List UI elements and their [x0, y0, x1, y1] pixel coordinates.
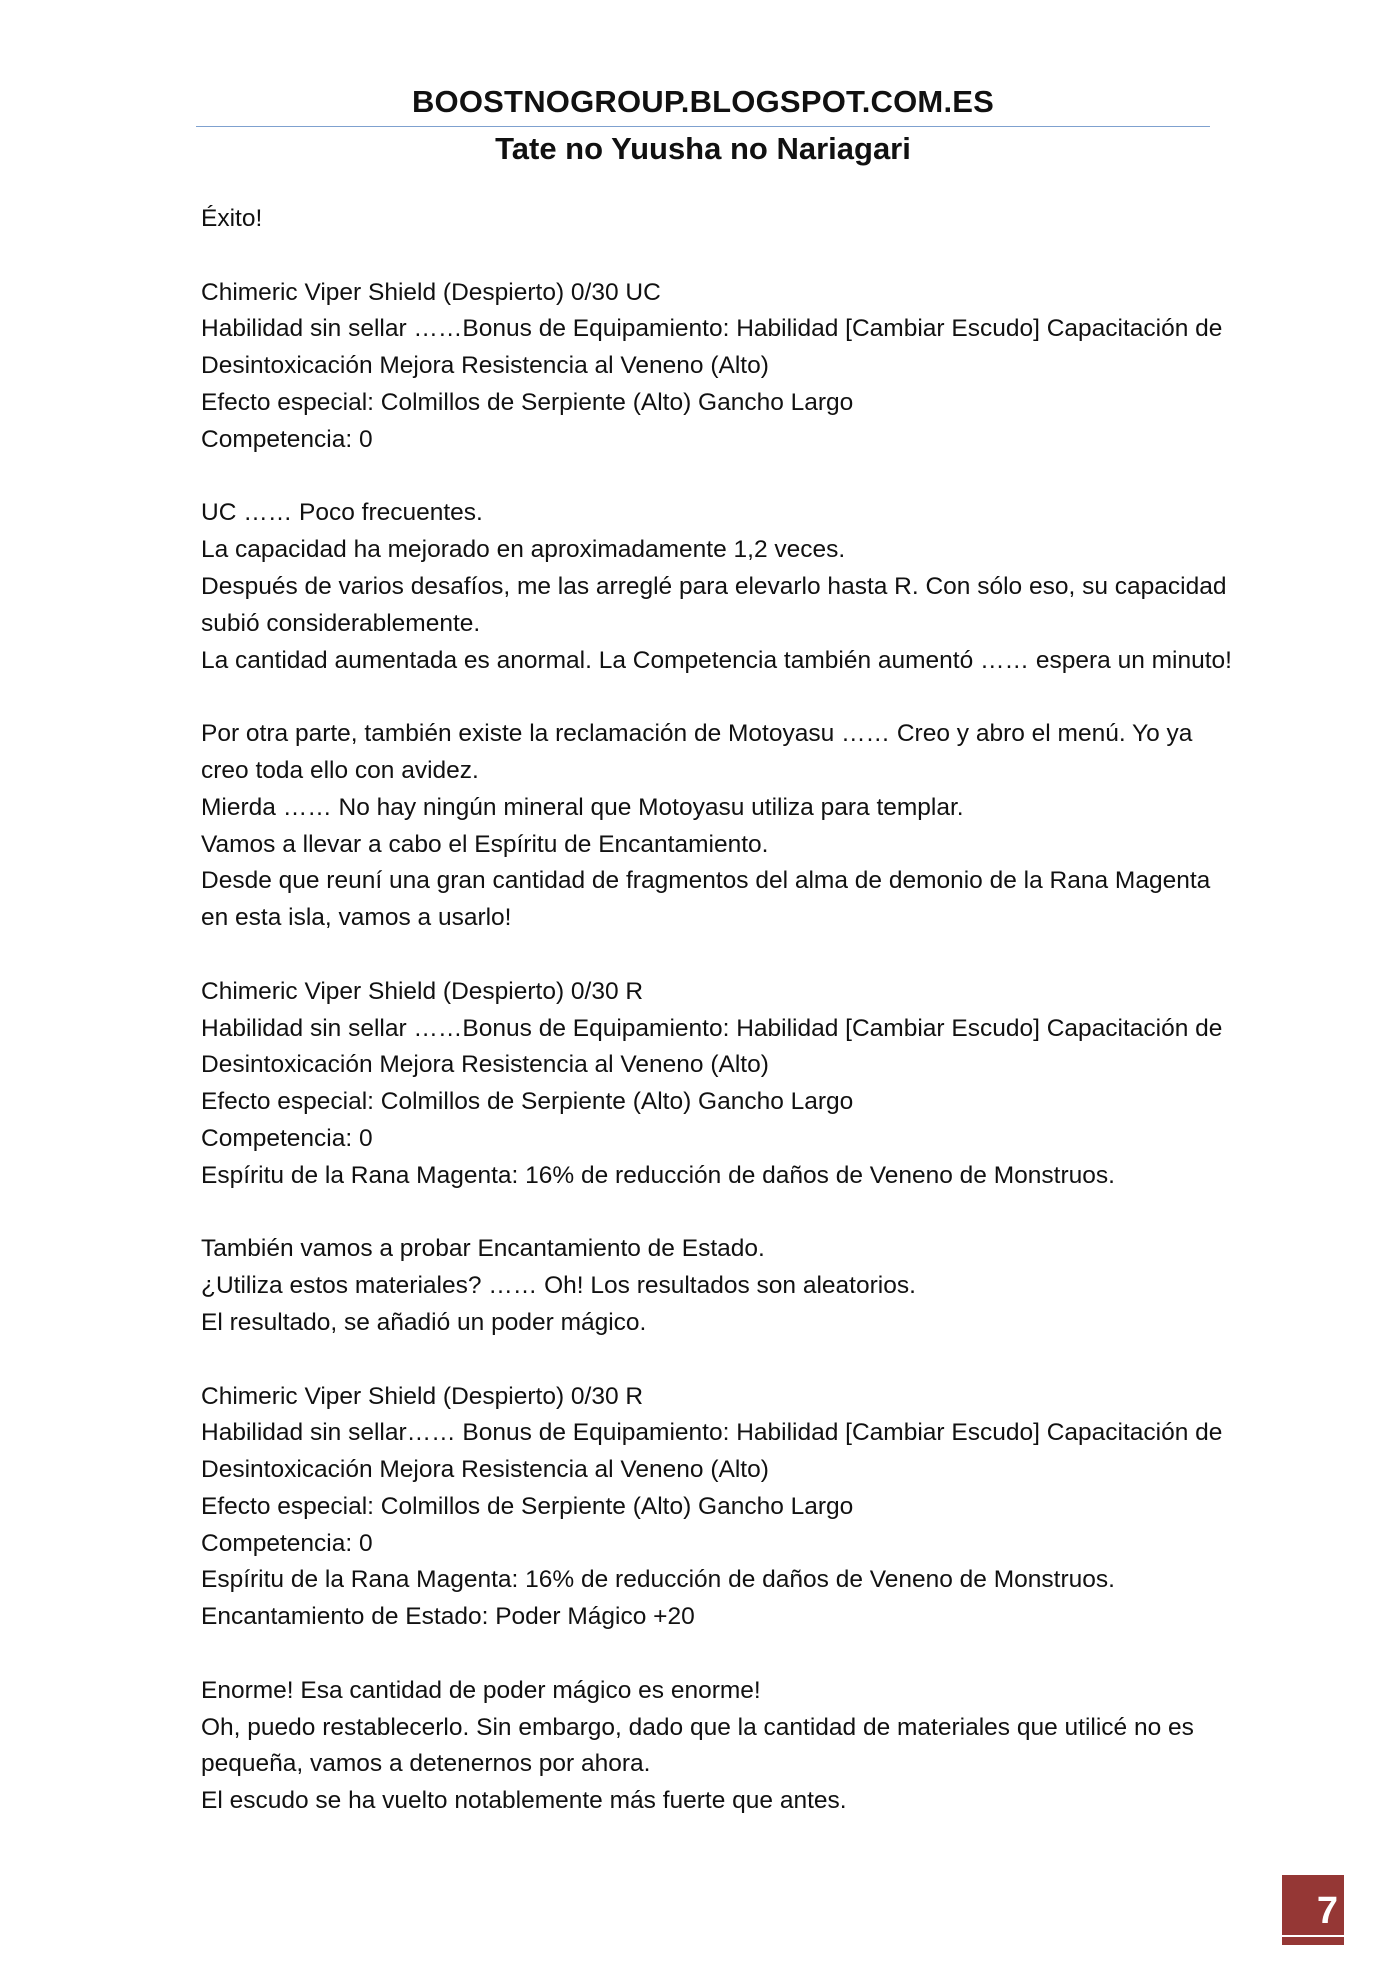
- text-line: Habilidad sin sellar ……Bonus de Equipamiento: Habilidad [Cambiar Escudo] Capacitación de: [201, 1014, 1223, 1042]
- text-line: La cantidad aumentada es anormal. La Competencia también aumentó …… espera un minuto!: [201, 646, 1232, 674]
- text-line: en esta isla, vamos a usarlo!: [201, 904, 512, 932]
- text-line: Espíritu de la Rana Magenta: 16% de reducción de daños de Veneno de Monstruos.: [201, 1161, 1115, 1189]
- text-line: ¿Utiliza estos materiales? …… Oh! Los resultados son aleatorios.: [201, 1272, 916, 1300]
- text-line: Habilidad sin sellar…… Bonus de Equipamiento: Habilidad [Cambiar Escudo] Capacitación de: [201, 1419, 1223, 1447]
- text-line: Efecto especial: Colmillos de Serpiente (Alto) Gancho Largo: [201, 1492, 854, 1520]
- text-line: También vamos a probar Encantamiento de Estado.: [201, 1235, 765, 1263]
- text-line: Vamos a llevar a cabo el Espíritu de Encantamiento.: [201, 830, 769, 858]
- page-number: 7: [1316, 1890, 1338, 1932]
- paragraph-spacer: [201, 1342, 1211, 1379]
- text-line: Enorme! Esa cantidad de poder mágico es enorme!: [201, 1676, 761, 1704]
- text-line: Chimeric Viper Shield (Despierto) 0/30 UC: [201, 278, 661, 306]
- page-number-underline: [1282, 1935, 1344, 1937]
- paragraph-spacer: [201, 459, 1211, 496]
- text-line: Desintoxicación Mejora Resistencia al Veneno (Alto): [201, 352, 769, 380]
- text-line: Efecto especial: Colmillos de Serpiente (Alto) Gancho Largo: [201, 388, 854, 416]
- text-line: Efecto especial: Colmillos de Serpiente (Alto) Gancho Largo: [201, 1088, 854, 1116]
- text-line: Encantamiento de Estado: Poder Mágico +20: [201, 1603, 695, 1631]
- text-line: Desde que reuní una gran cantidad de fragmentos del alma de demonio de la Rana Magenta: [201, 867, 1211, 895]
- paragraph-spacer: [201, 679, 1211, 716]
- text-line: subió considerablemente.: [201, 609, 481, 637]
- text-line: Desintoxicación Mejora Resistencia al Veneno (Alto): [201, 1051, 769, 1079]
- document-body: [201, 201, 1232, 1820]
- text-line: Chimeric Viper Shield (Despierto) 0/30 R: [201, 1382, 644, 1410]
- text-line: Después de varios desafíos, me las arreglé para elevarlo hasta R. Con sólo eso, su capacidad: [201, 572, 1227, 600]
- text-line: Por otra parte, también existe la reclamación de Motoyasu …… Creo y abro el menú. Yo ya: [201, 720, 1193, 748]
- text-line: Oh, puedo restablecerlo. Sin embargo, dado que la cantidad de materiales que utilicé no es: [201, 1713, 1194, 1741]
- text-line: creo toda ello con avidez.: [201, 756, 479, 784]
- paragraph-spacer: [201, 1195, 1211, 1232]
- paragraph-spacer: [201, 1636, 1211, 1673]
- text-line: La capacidad ha mejorado en aproximadamente 1,2 veces.: [201, 536, 846, 564]
- text-line: UC …… Poco frecuentes.: [201, 499, 483, 527]
- text-line: El escudo se ha vuelto notablemente más fuerte que antes.: [201, 1787, 847, 1815]
- header-divider: [196, 126, 1210, 127]
- text-line: Desintoxicación Mejora Resistencia al Veneno (Alto): [201, 1456, 769, 1484]
- text-line: Espíritu de la Rana Magenta: 16% de reducción de daños de Veneno de Monstruos.: [201, 1566, 1115, 1594]
- paragraph-spacer: [201, 238, 1211, 275]
- text-line: Chimeric Viper Shield (Despierto) 0/30 R: [201, 977, 644, 1005]
- text-line: El resultado, se añadió un poder mágico.: [201, 1308, 647, 1336]
- text-line: Competencia: 0: [201, 1124, 373, 1152]
- text-line: Mierda …… No hay ningún mineral que Motoyasu utiliza para templar.: [201, 793, 964, 821]
- text-line: Habilidad sin sellar ……Bonus de Equipamiento: Habilidad [Cambiar Escudo] Capacitación de: [201, 315, 1223, 343]
- text-line: Éxito!: [201, 205, 263, 232]
- text-line: Competencia: 0: [201, 1529, 373, 1557]
- text-line: pequeña, vamos a detenernos por ahora.: [201, 1750, 651, 1778]
- paragraph-spacer: [201, 937, 1211, 974]
- book-title: Tate no Yuusha no Nariagari: [495, 131, 911, 166]
- page-number-badge: [1282, 1875, 1344, 1945]
- site-title: BOOSTNOGROUP.BLOGSPOT.COM.ES: [411, 84, 995, 119]
- text-line: Competencia: 0: [201, 425, 373, 453]
